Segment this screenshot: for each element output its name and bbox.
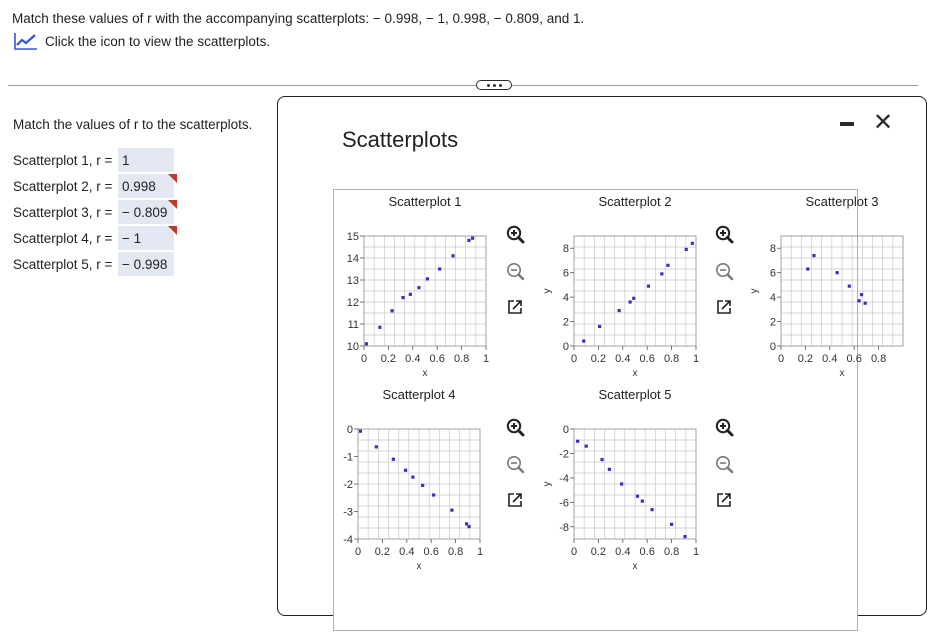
data-point	[426, 277, 429, 280]
close-button[interactable]: ✕	[872, 109, 894, 136]
x-tick-label: 0	[360, 353, 368, 365]
expand-icon[interactable]	[718, 494, 730, 506]
x-tick-label: 0.8	[663, 353, 680, 365]
x-tick-label: 0	[570, 353, 578, 365]
data-point	[392, 458, 395, 461]
data-point	[685, 248, 688, 251]
answer-dropdown-5[interactable]	[118, 252, 174, 276]
dot-icon	[487, 84, 490, 87]
dot-icon	[493, 84, 496, 87]
x-tick-label: 0.6	[423, 546, 439, 558]
x-tick-label: 0.8	[663, 546, 680, 558]
answer-value: − 0.809	[122, 204, 168, 220]
plot-title: Scatterplot 3	[805, 194, 879, 209]
y-tick-label: -4	[559, 472, 569, 485]
x-tick-label: 0.6	[429, 353, 445, 365]
y-axis-label: y	[542, 481, 553, 487]
view-scatterplots-link[interactable]	[14, 31, 270, 51]
plot-title: Scatterplot 4	[382, 387, 456, 402]
x-tick-label: 0	[354, 546, 362, 558]
y-tick-label: 6	[769, 267, 776, 280]
data-point	[812, 254, 815, 257]
y-tick-label: -3	[343, 506, 353, 519]
answer-row-3	[13, 200, 168, 224]
data-point	[660, 272, 663, 275]
answer-row-4	[13, 226, 142, 250]
zoom-out-icon[interactable]	[717, 264, 732, 279]
y-tick-label: 2	[769, 316, 776, 329]
expand-icon[interactable]	[509, 301, 521, 313]
x-tick-label: 0.2	[797, 353, 814, 365]
y-tick-label: 14	[346, 253, 359, 265]
plot-title: Scatterplot 1	[388, 194, 462, 209]
y-tick-label: 12	[346, 297, 359, 309]
x-axis-label: x	[632, 561, 638, 572]
data-point	[471, 237, 474, 240]
flag-marker	[168, 226, 177, 235]
plot-title: Scatterplot 2	[598, 194, 672, 209]
answer-value: 1	[122, 152, 130, 168]
x-tick-label: 0.2	[374, 546, 391, 558]
scatterplot-panel	[333, 189, 887, 631]
x-tick-label: 1	[692, 546, 700, 558]
zoom-out-handle	[519, 275, 524, 280]
x-tick-label: 0.4	[615, 353, 631, 365]
data-point	[636, 495, 639, 498]
dot-icon	[499, 84, 502, 87]
x-axis-label: x	[839, 368, 845, 379]
x-tick-label: 0.6	[639, 546, 655, 558]
data-point	[620, 482, 623, 485]
zoom-out-icon[interactable]	[508, 457, 523, 472]
chart-icon[interactable]	[14, 32, 38, 50]
data-point	[647, 285, 650, 288]
data-point	[641, 500, 644, 503]
data-point	[465, 522, 468, 525]
zoom-out-handle	[728, 275, 733, 280]
data-point	[691, 242, 694, 245]
zoom-in-handle	[519, 238, 524, 243]
data-point	[600, 458, 603, 461]
answer-value: − 0.998	[122, 256, 168, 272]
x-tick-label: 0.4	[822, 353, 838, 365]
x-axis-label: x	[416, 561, 422, 572]
answer-dropdown-3[interactable]	[118, 200, 174, 224]
plot-title: Scatterplot 5	[598, 387, 672, 402]
answer-label: Scatterplot 4, r =	[13, 230, 113, 246]
data-point	[864, 302, 867, 305]
data-point	[451, 254, 454, 257]
data-point	[378, 326, 381, 329]
match-instruction: Match the values of r to the scatterplots.	[13, 117, 253, 132]
scatterplot-5	[542, 387, 732, 572]
data-point	[666, 264, 669, 267]
data-point	[860, 293, 863, 296]
flag-marker	[168, 200, 177, 209]
data-point	[421, 484, 424, 487]
zoom-in-icon[interactable]	[508, 227, 523, 242]
scatterplots-dialog	[277, 96, 927, 616]
answer-row-2	[13, 174, 156, 198]
x-axis-label: x	[632, 368, 638, 379]
data-point	[632, 297, 635, 300]
expand-arrow	[513, 494, 521, 502]
scatterplot-4	[343, 387, 523, 572]
x-tick-label: 0.8	[447, 546, 464, 558]
x-tick-label: 0.6	[639, 353, 655, 365]
view-link-text[interactable]: Click the icon to view the scatterplots.	[45, 33, 271, 49]
y-tick-label: 13	[346, 275, 359, 287]
data-point	[683, 535, 686, 538]
dialog-title: Scatterplots	[342, 127, 459, 152]
answer-dropdown-2[interactable]	[118, 174, 174, 198]
data-point	[618, 309, 621, 312]
answer-value: − 1	[122, 230, 142, 246]
y-tick-label: 0	[769, 341, 776, 353]
data-point	[598, 325, 601, 328]
y-tick-label: 8	[562, 243, 569, 256]
zoom-out-handle	[519, 468, 524, 473]
y-tick-label: 8	[769, 243, 776, 256]
data-point	[375, 445, 378, 448]
data-point	[836, 271, 839, 274]
scatterplot-3	[749, 194, 903, 379]
data-point	[585, 445, 588, 448]
y-tick-label: 10	[346, 341, 359, 353]
data-point	[467, 239, 470, 242]
y-tick-label: -1	[343, 451, 353, 464]
answer-label: Scatterplot 5, r =	[13, 256, 113, 272]
y-tick-label: -2	[559, 448, 569, 461]
y-tick-label: 4	[562, 292, 569, 305]
y-tick-label: 11	[347, 319, 359, 331]
answer-row-1	[13, 148, 130, 172]
zoom-out-icon[interactable]	[508, 264, 523, 279]
data-point	[582, 340, 585, 343]
x-tick-label: 0.4	[615, 546, 631, 558]
data-point	[450, 509, 453, 512]
answer-label: Scatterplot 2, r =	[13, 178, 113, 194]
question-text: Match these values of r with the accompanying scatterplots: − 0.998, − 1, 0.998, − 0.809, and 1.	[12, 11, 585, 26]
x-tick-label: 0.6	[846, 353, 862, 365]
y-tick-label: -4	[343, 534, 353, 546]
expand-arrow	[722, 494, 730, 502]
data-point	[438, 267, 441, 270]
answer-label: Scatterplot 1, r =	[13, 152, 113, 168]
y-tick-label: 2	[562, 316, 569, 329]
x-tick-label: 0	[570, 546, 578, 558]
answer-value: 0.998	[122, 178, 156, 194]
data-point	[650, 508, 653, 511]
x-tick-label: 0.4	[399, 546, 415, 558]
answer-dropdown-4[interactable]	[118, 226, 174, 250]
scatterplot-2	[542, 194, 732, 379]
data-point	[848, 285, 851, 288]
y-tick-label: 6	[562, 267, 569, 280]
data-point	[365, 342, 368, 345]
answer-dropdown-1[interactable]	[118, 148, 174, 172]
y-tick-label: -6	[559, 497, 569, 510]
expand-icon[interactable]	[509, 494, 521, 506]
data-point	[670, 523, 673, 526]
more-options-button[interactable]	[476, 80, 512, 90]
answer-label: Scatterplot 3, r =	[13, 204, 113, 220]
expand-arrow	[722, 301, 730, 309]
zoom-in-icon[interactable]	[717, 227, 732, 242]
x-tick-label: 0.8	[870, 353, 887, 365]
minimize-button[interactable]	[840, 122, 854, 126]
answer-row-5	[13, 252, 168, 276]
x-tick-label: 0.2	[380, 353, 397, 365]
scatterplot-1	[347, 194, 523, 379]
y-tick-label: 0	[562, 341, 569, 353]
y-tick-label: -2	[343, 479, 353, 491]
data-point	[857, 299, 860, 302]
data-point	[411, 476, 414, 479]
data-point	[390, 309, 393, 312]
y-tick-label: 15	[346, 231, 359, 243]
data-point	[359, 430, 362, 433]
data-point	[576, 440, 579, 443]
zoom-in-icon[interactable]	[508, 420, 523, 435]
data-point	[806, 267, 809, 270]
zoom-in-handle	[519, 431, 524, 436]
expand-arrow	[513, 301, 521, 309]
zoom-in-handle	[728, 238, 733, 243]
x-tick-label: 0	[777, 353, 785, 365]
data-point	[401, 296, 404, 299]
y-tick-label: -8	[559, 521, 569, 534]
x-tick-label: 1	[476, 546, 484, 558]
zoom-in-icon[interactable]	[717, 420, 732, 435]
zoom-out-icon[interactable]	[717, 457, 732, 472]
y-tick-label: 4	[769, 292, 776, 305]
y-axis-label: y	[749, 288, 760, 294]
y-tick-label: 0	[562, 424, 569, 436]
section-divider	[8, 85, 918, 86]
data-point	[432, 493, 435, 496]
x-tick-label: 0.2	[590, 353, 607, 365]
zoom-in-handle	[728, 431, 733, 436]
data-point	[629, 300, 632, 303]
scatterplots-svg	[334, 190, 887, 630]
data-point	[409, 293, 412, 296]
x-tick-label: 1	[692, 353, 700, 365]
data-point	[608, 468, 611, 471]
y-tick-label: 0	[346, 424, 353, 436]
flag-marker	[168, 174, 177, 183]
x-tick-label: 1	[482, 353, 490, 365]
data-point	[404, 469, 407, 472]
data-point	[467, 525, 470, 528]
x-tick-label: 0.2	[590, 546, 607, 558]
expand-icon[interactable]	[718, 301, 730, 313]
x-tick-label: 0.4	[405, 353, 421, 365]
x-axis-label: x	[422, 368, 428, 379]
x-tick-label: 0.8	[453, 353, 470, 365]
data-point	[417, 286, 420, 289]
zoom-out-handle	[728, 468, 733, 473]
y-axis-label: y	[542, 288, 553, 294]
